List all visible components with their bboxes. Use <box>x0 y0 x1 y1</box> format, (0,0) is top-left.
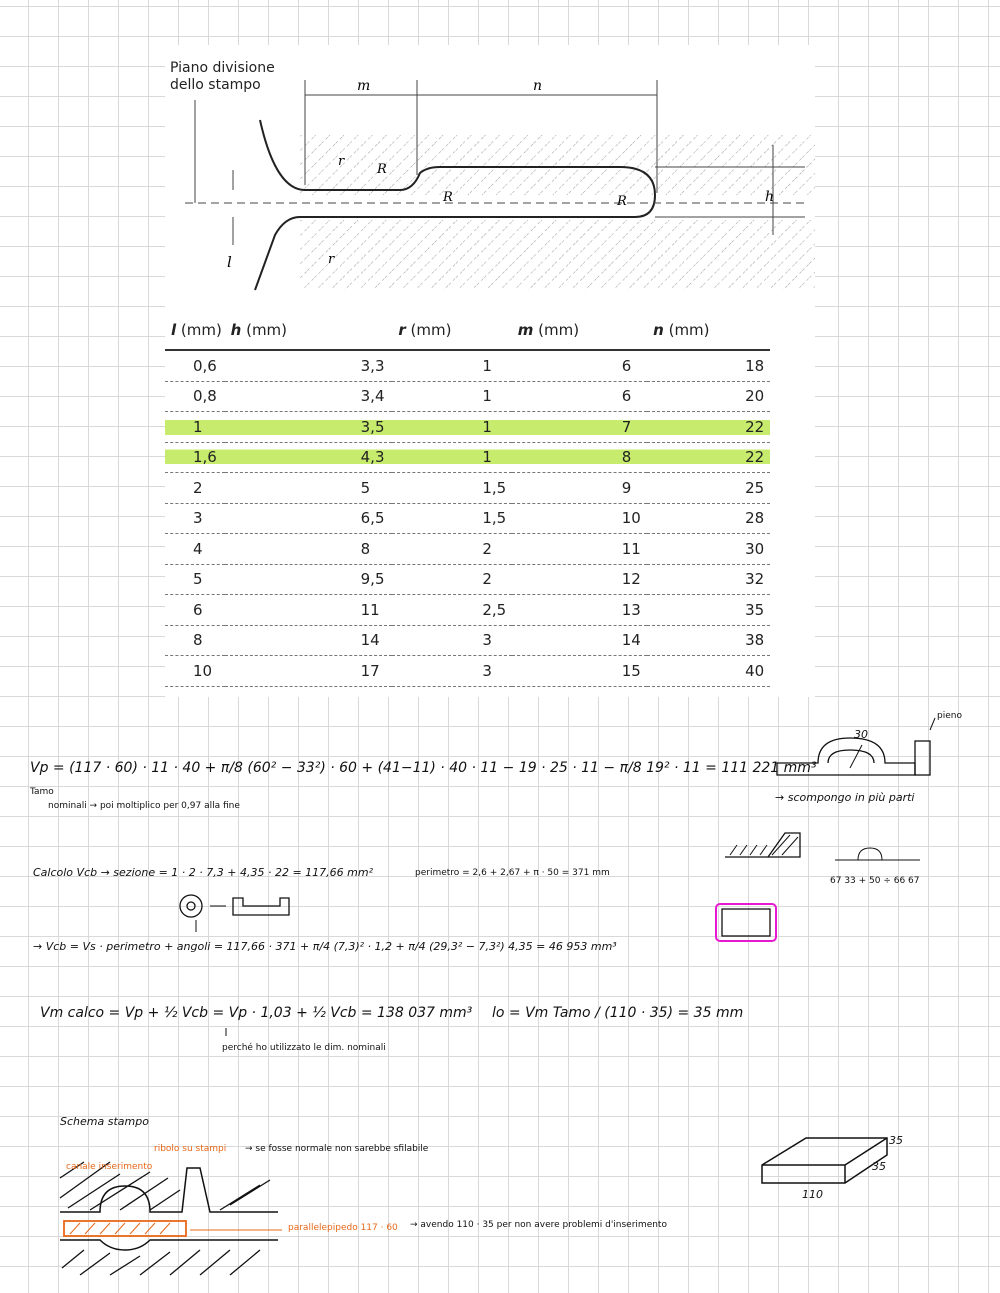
table-cell: 3,4 <box>225 381 393 412</box>
label-R-3: R <box>617 194 627 209</box>
table-cell: 6,5 <box>225 503 393 534</box>
magenta-inner-rect <box>722 909 770 936</box>
table-cell: 17 <box>225 656 393 687</box>
billet-hatch <box>70 1223 170 1234</box>
table-cell: 14 <box>512 625 647 656</box>
box-height-label: 35 <box>889 1134 903 1147</box>
table-cell: 32 <box>647 564 770 595</box>
vcb-formula: → Vcb = Vs · perimetro + angoli = 117,66 · 371 + π/4 (7,3)² · 1,2 + π/4 (29,3² − 7,3²) 4,35 = 46 953 mm³ <box>33 940 617 953</box>
table-cell: 1 <box>392 350 511 381</box>
table-cell: 5 <box>225 473 393 504</box>
table-cell: 3 <box>392 625 511 656</box>
ring-inner-icon <box>187 902 195 910</box>
caption-line-1: Piano divisione <box>170 60 275 76</box>
table-cell: 11 <box>225 595 393 626</box>
table-cell: 6 <box>512 350 647 381</box>
table-cell: 0,8 <box>165 381 225 412</box>
table-cell: 2 <box>165 473 225 504</box>
table-cell: 6 <box>512 381 647 412</box>
table-cell: 3 <box>392 656 511 687</box>
small-section-arc <box>858 848 882 860</box>
label-R-2: R <box>443 190 453 205</box>
lo-formula: lo = Vm Tamo / (110 · 35) = 35 mm <box>492 1005 744 1021</box>
ring-section-sketch <box>233 898 289 915</box>
avendo-note: → avendo 110 · 35 per non avere problemi d'inserimento <box>410 1220 667 1230</box>
label-r-lower: r <box>328 252 335 267</box>
table-cell: 1,5 <box>392 503 511 534</box>
box-width-label: 110 <box>802 1188 823 1201</box>
vp-note: nominali → poi moltiplico per 0,97 alla fine <box>48 801 240 811</box>
table-cell: 35 <box>647 595 770 626</box>
label-r-upper: r <box>338 154 345 169</box>
table-cell: 1 <box>165 412 225 443</box>
pieno-label: pieno <box>937 711 962 721</box>
label-h: h <box>765 189 775 205</box>
dim-30-label: 30 <box>854 728 868 741</box>
table-cell: 15 <box>512 656 647 687</box>
label-n: n <box>533 78 543 94</box>
table-cell: 1 <box>392 381 511 412</box>
ring-outer-icon <box>180 895 202 917</box>
col-header-r: r (mm) <box>392 317 511 350</box>
table-cell: 5 <box>165 564 225 595</box>
lower-die-hatch-strokes <box>62 1250 260 1275</box>
table-cell: 20 <box>647 381 770 412</box>
table-cell: 1 <box>392 412 511 443</box>
table-cell: 2 <box>392 534 511 565</box>
table-cell: 4,3 <box>225 442 393 473</box>
table-cell: 0,6 <box>165 350 225 381</box>
table-cell: 22 <box>647 412 770 443</box>
table-cell: 9,5 <box>225 564 393 595</box>
small-dims-label: 67 33 + 50 ÷ 66 67 <box>830 876 920 886</box>
lower-die-outline <box>60 1240 278 1250</box>
schema-title: Schema stampo <box>60 1115 149 1128</box>
box-3d-edges <box>762 1138 887 1183</box>
col-header-m: m (mm) <box>512 317 647 350</box>
table-cell: 38 <box>647 625 770 656</box>
table-cell: 28 <box>647 503 770 534</box>
profile-inner-arc <box>828 750 874 763</box>
table-cell: 4 <box>165 534 225 565</box>
table-cell: 10 <box>512 503 647 534</box>
table-cell: 1,6 <box>165 442 225 473</box>
table-cell: 8 <box>512 442 647 473</box>
table-cell: 3,3 <box>225 350 393 381</box>
canale-label: canale inserimento <box>66 1162 153 1172</box>
label-m: m <box>357 78 371 94</box>
table-cell: 2,5 <box>392 595 511 626</box>
vm-formula: Vm calco = Vp + ½ Vcb = Vp · 1,03 + ½ Vcb = 138 037 mm³ <box>40 1005 473 1021</box>
scomposizione-note: → scompongo in più parti <box>775 791 915 804</box>
table-cell: 8 <box>225 534 393 565</box>
table-cell: 3 <box>165 503 225 534</box>
label-l: l <box>227 253 232 271</box>
perimeter-note: perimetro = 2,6 + 2,67 + π · 50 = 371 mm <box>415 868 610 878</box>
vp-subscript: Tamo <box>30 787 54 797</box>
table-cell: 6 <box>165 595 225 626</box>
table-cell: 11 <box>512 534 647 565</box>
box-depth-label: 35 <box>872 1160 886 1173</box>
table-cell: 10 <box>165 656 225 687</box>
radius-arrow <box>850 745 862 768</box>
caption-line-2: dello stampo <box>170 77 261 93</box>
solid-block-sketch <box>915 741 930 775</box>
se-fosse-note: → se fosse normale non sarebbe sfilabile <box>245 1144 429 1154</box>
table-cell: 3,5 <box>225 412 393 443</box>
table-cell: 22 <box>647 442 770 473</box>
table-cell: 14 <box>225 625 393 656</box>
table-cell: 18 <box>647 350 770 381</box>
vp-formula: Vp = (117 · 60) · 11 · 40 + π/8 (60² − 33²) · 60 + (41−11) · 40 · 11 − 19 · 25 · 11 − π/8 19² · 11 = 111 221 mm³ <box>30 760 817 776</box>
table-cell: 8 <box>165 625 225 656</box>
table-cell: 12 <box>512 564 647 595</box>
col-header-n: n (mm) <box>647 317 770 350</box>
table-cell: 13 <box>512 595 647 626</box>
vcb-section-line: Calcolo Vcb → sezione = 1 · 2 · 7,3 + 4,35 · 22 = 117,66 mm² <box>33 866 374 879</box>
col-header-h: h (mm) <box>225 317 393 350</box>
table-cell: 1 <box>392 442 511 473</box>
table-cell: 40 <box>647 656 770 687</box>
col-header-l: l (mm) <box>165 317 225 350</box>
table-cell: 9 <box>512 473 647 504</box>
table-cell: 7 <box>512 412 647 443</box>
table-cell: 30 <box>647 534 770 565</box>
parallelepipedo-label: parallelepipedo 117 · 60 <box>288 1223 398 1233</box>
label-R-1: R <box>377 162 387 177</box>
table-cell: 1,5 <box>392 473 511 504</box>
block-hatch-lines <box>730 835 798 855</box>
table-cell: 25 <box>647 473 770 504</box>
pieno-arrow <box>930 718 935 730</box>
table-cell: 2 <box>392 564 511 595</box>
ribolo-label: ribolo su stampi <box>154 1144 227 1154</box>
vm-note: perché ho utilizzato le dim. nominali <box>222 1043 386 1053</box>
box-3d-outline <box>762 1138 887 1183</box>
